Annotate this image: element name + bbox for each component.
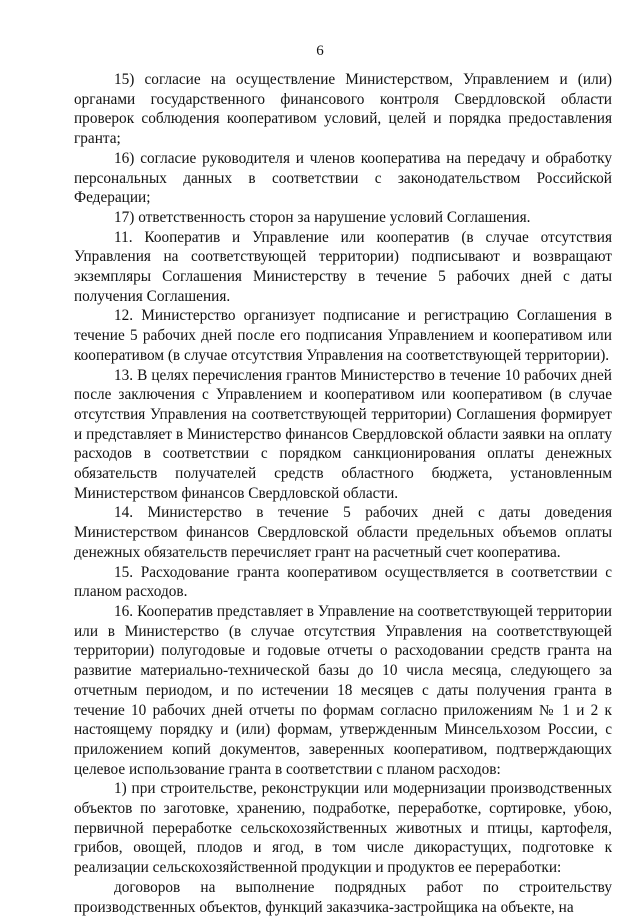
- paragraph-consent-inspection: 15) согласие на осуществление Министерством, Управлением и (или) органами государственного финансового контроля Свердловской области проверок соблюдения кооперативом условий, целей и порядка предоставления гранта;: [74, 71, 612, 148]
- page-number: 6: [316, 43, 324, 59]
- paragraph-subitem-1: 1) при строительстве, реконструкции или модернизации производственных объектов по заготовке, хранению, подработке, переработке, сортировке, убою, первичной переработке сельскохозяйственных животных и птицы, картофеля, грибов, овощей, плодов и ягод, в том числе дикорастущих, подготовке к реализации сельскохозяйственной продукции и продуктов ее переработки:: [74, 780, 612, 877]
- paragraph-item-12: 12. Министерство организует подписание и регистрацию Соглашения в течение 5 рабочих дней после его подписания Управлением и кооперативом или кооперативом (в случае отсутствия Управления на соответствующей территории).: [74, 307, 612, 364]
- paragraph-item-15: 15. Расходование гранта кооперативом осуществляется в соответствии с планом расходов.: [74, 563, 612, 601]
- paragraph-responsibility: 17) ответственность сторон за нарушение условий Соглашения.: [114, 208, 531, 226]
- paragraph-item-14: 14. Министерство в течение 5 рабочих дней с даты доведения Министерством финансов Свердловской области предельных объемов оплаты денежных обязательств перечисляет грант на расчетный счет кооператива.: [74, 504, 612, 561]
- paragraph-item-11: 11. Кооператив и Управление или кооператив (в случае отсутствия Управления на соответствующей территории) подписывают и возвращают экземпляры Соглашения Министерству в течение 5 рабочих дней с даты получения Соглашения.: [74, 228, 612, 305]
- paragraph-item-16: 16. Кооператив представляет в Управление на соответствующей территории или в Министерство (в случае отсутствия Управления на соответствующей территории) полугодовые и годовые отчеты о расходовании средств гранта на развитие материально-технической базы до 10 числа месяца, следующего за отчетным периодом, и по истечении 18 месяцев с даты получения гранта в течение 10 рабочих дней отчеты по формам согласно приложениям № 1 и 2 к настоящему порядку и (или) формам, утвержденным Минсельхозом России, с приложением копий документов, заверенных кооперативом, подтверждающих целевое использование гранта в соответствии с планом расходов:: [74, 602, 612, 778]
- paragraph-consent-personal-data: 16) согласие руководителя и членов кооператива на передачу и обработку персональных данных в соответствии с законодательством Российской Федерации;: [74, 149, 612, 207]
- document-body: [74, 70, 612, 917]
- paragraph-contracts: договоров на выполнение подрядных работ по строительству производственных объектов, функций заказчика-застройщика на объекте, на: [74, 878, 612, 916]
- paragraph-item-13: 13. В целях перечисления грантов Министерство в течение 10 рабочих дней после заключения с Управлением и кооперативом или кооперативом (в случае отсутствия Управления на соответствующей территории) Соглашения формирует и представляет в Министерство финансов Свердловской области заявки на оплату расходов в соответствии с порядком санкционирования оплаты денежных обязательств получателей средств областного бюджета, установленным Министерством финансов Свердловской области.: [74, 366, 612, 502]
